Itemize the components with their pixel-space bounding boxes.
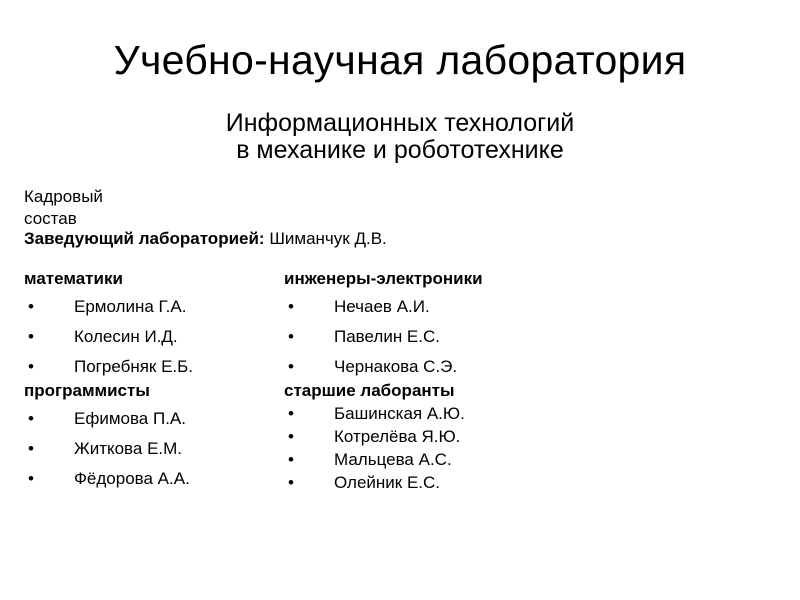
list-item	[284, 448, 584, 471]
group-title: старшие лаборанты	[284, 381, 455, 400]
group-title: программисты	[24, 381, 150, 400]
member-list	[284, 402, 584, 494]
bullet-icon: •	[288, 473, 294, 492]
list-item	[284, 425, 584, 448]
bullet-icon: •	[288, 357, 294, 376]
group-title: инженеры-электроники	[284, 269, 483, 288]
bullet-icon: •	[28, 469, 34, 488]
member-list	[284, 292, 584, 382]
list-item	[284, 471, 584, 494]
bullet-icon: •	[288, 327, 294, 346]
member-name: Мальцева А.С.	[334, 450, 452, 469]
bullet-icon: •	[28, 409, 34, 428]
lab-head	[24, 228, 424, 250]
list-item	[284, 322, 584, 352]
bullet-icon: •	[288, 427, 294, 446]
list-item	[24, 464, 274, 494]
page-subtitle	[0, 110, 800, 164]
bullet-icon: •	[288, 297, 294, 316]
member-name: Башинская А.Ю.	[334, 404, 465, 423]
list-item	[284, 292, 584, 322]
bullet-icon: •	[28, 439, 34, 458]
member-list	[24, 292, 274, 382]
member-name: Ефимова П.А.	[74, 409, 186, 428]
bullet-icon: •	[28, 297, 34, 316]
list-item	[24, 434, 274, 464]
page-title: Учебно-научная лаборатория	[113, 37, 687, 83]
list-item	[24, 352, 274, 382]
member-name: Олейник Е.С.	[334, 473, 441, 492]
group-senior-lab-assistants	[284, 380, 584, 494]
member-name: Чернакова С.Э.	[334, 357, 458, 376]
lab-head-role: Заведующий лабораторией:	[24, 229, 265, 248]
member-name: Котрелёва Я.Ю.	[334, 427, 461, 446]
group-electronics-engineers	[284, 268, 584, 382]
member-name: Житкова Е.М.	[74, 439, 183, 458]
member-name: Нечаев А.И.	[334, 297, 430, 316]
member-name: Фёдорова А.А.	[74, 469, 190, 488]
member-name: Ермолина Г.А.	[74, 297, 187, 316]
subtitle-line-2: в механике и робототехнике	[236, 136, 564, 164]
member-name: Колесин И.Д.	[74, 327, 178, 346]
group-mathematicians	[24, 268, 274, 382]
list-item	[24, 292, 274, 322]
bullet-icon: •	[288, 450, 294, 469]
member-list	[24, 404, 274, 494]
lab-head-name: Шиманчук Д.В.	[269, 229, 387, 248]
bullet-icon: •	[28, 327, 34, 346]
list-item	[24, 404, 274, 434]
list-item	[284, 402, 584, 425]
staff-label: Кадровый состав	[24, 187, 103, 228]
list-item	[284, 352, 584, 382]
group-programmers	[24, 380, 274, 494]
subtitle-line-1: Информационных технологий	[225, 109, 575, 137]
list-item	[24, 322, 274, 352]
group-title: математики	[24, 269, 123, 288]
member-name: Погребняк Е.Б.	[74, 357, 194, 376]
member-name: Павелин Е.С.	[334, 327, 440, 346]
bullet-icon: •	[288, 404, 294, 423]
bullet-icon: •	[28, 357, 34, 376]
